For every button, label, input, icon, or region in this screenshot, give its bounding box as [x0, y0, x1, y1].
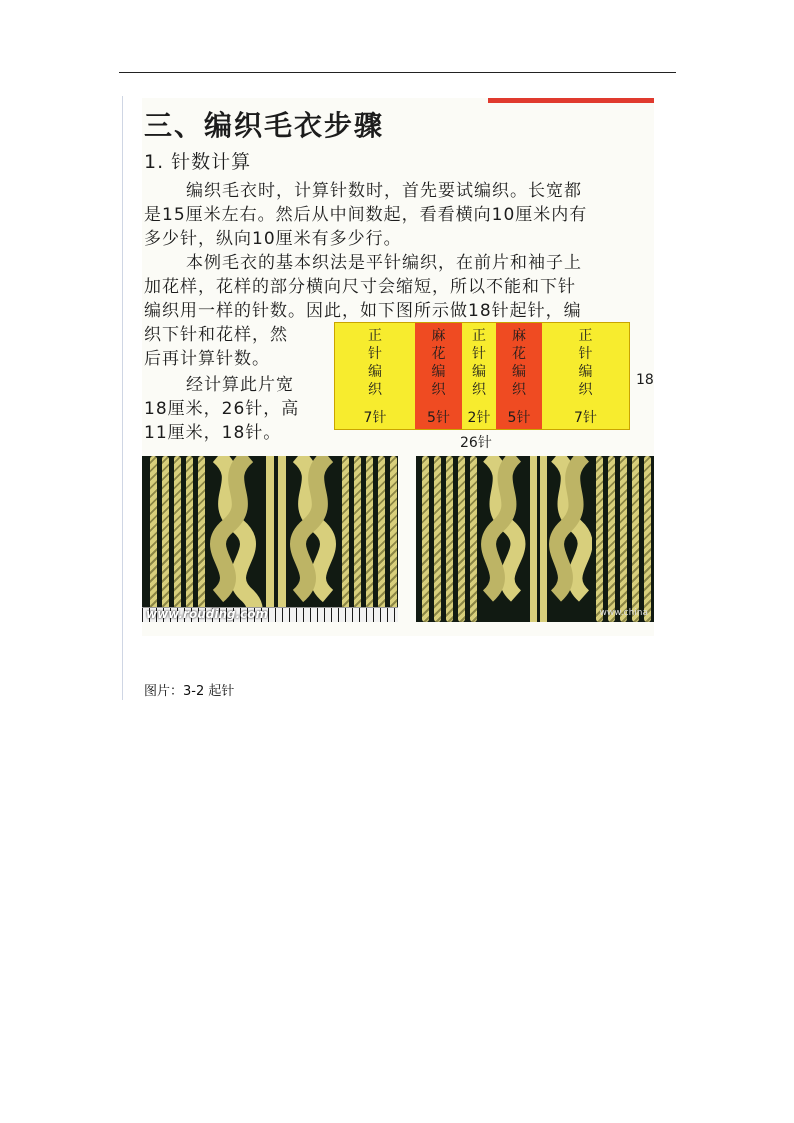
paragraph-line: 经计算此片宽	[186, 375, 294, 395]
watermark: www.rouding.com	[146, 607, 269, 621]
paragraph-line: 18厘米，26针，高	[144, 399, 300, 419]
cable-pattern	[480, 456, 592, 622]
scanned-figure	[142, 98, 654, 636]
diagram-segment	[335, 323, 415, 429]
red-top-bar	[488, 98, 654, 103]
segment-label: 麻 花 编 织	[512, 328, 526, 398]
segment-count: 2针	[467, 410, 491, 426]
diagram-side-label: 18	[636, 372, 654, 388]
watermark-right: www.china	[599, 608, 648, 618]
cable-pattern	[208, 456, 338, 622]
paragraph-line: 是15厘米左右。然后从中间数起，看看横向10厘米内有	[144, 205, 588, 225]
diagram-segment	[462, 323, 496, 429]
figure-title: 三、编织毛衣步骤	[144, 109, 385, 142]
paragraph-line: 后再计算针数。	[144, 349, 270, 369]
paragraph-line: 编织毛衣时，计算针数时，首先要试编织。长宽都	[186, 181, 582, 201]
paragraph-line: 加花样，花样的部分横向尺寸会缩短，所以不能和下针	[144, 277, 576, 297]
diagram-total: 26针	[460, 435, 492, 451]
segment-label: 正 针 编 织	[472, 328, 486, 398]
diagram-segment	[542, 323, 629, 429]
segment-label: 正 针 编 织	[368, 328, 382, 398]
segment-count: 5针	[507, 410, 531, 426]
paragraph-line: 11厘米，18针。	[144, 423, 282, 443]
paragraph-line: 编织用一样的针数。因此，如下图所示做18针起针，编	[144, 301, 582, 321]
paragraph-line: 织下针和花样，然	[144, 325, 288, 345]
segment-label: 麻 花 编 织	[431, 328, 446, 398]
knit-swatch-photo-left	[142, 456, 398, 622]
figure-subtitle: 1. 针数计算	[144, 151, 252, 173]
stitch-diagram	[334, 322, 630, 430]
left-margin-line	[122, 96, 123, 700]
segment-count: 5针	[427, 410, 450, 426]
paragraph-line: 本例毛衣的基本织法是平针编织，在前片和袖子上	[186, 253, 582, 273]
top-rule	[119, 72, 676, 73]
segment-label: 正 针 编 织	[578, 328, 593, 398]
knit-swatch-photo-right	[416, 456, 654, 622]
diagram-segment	[496, 323, 542, 429]
figure-caption: 图片：3-2 起针	[144, 684, 235, 699]
diagram-segment	[415, 323, 462, 429]
paragraph-line: 多少针，纵向10厘米有多少行。	[144, 229, 402, 249]
segment-count: 7针	[363, 410, 387, 426]
segment-count: 7针	[574, 410, 597, 426]
